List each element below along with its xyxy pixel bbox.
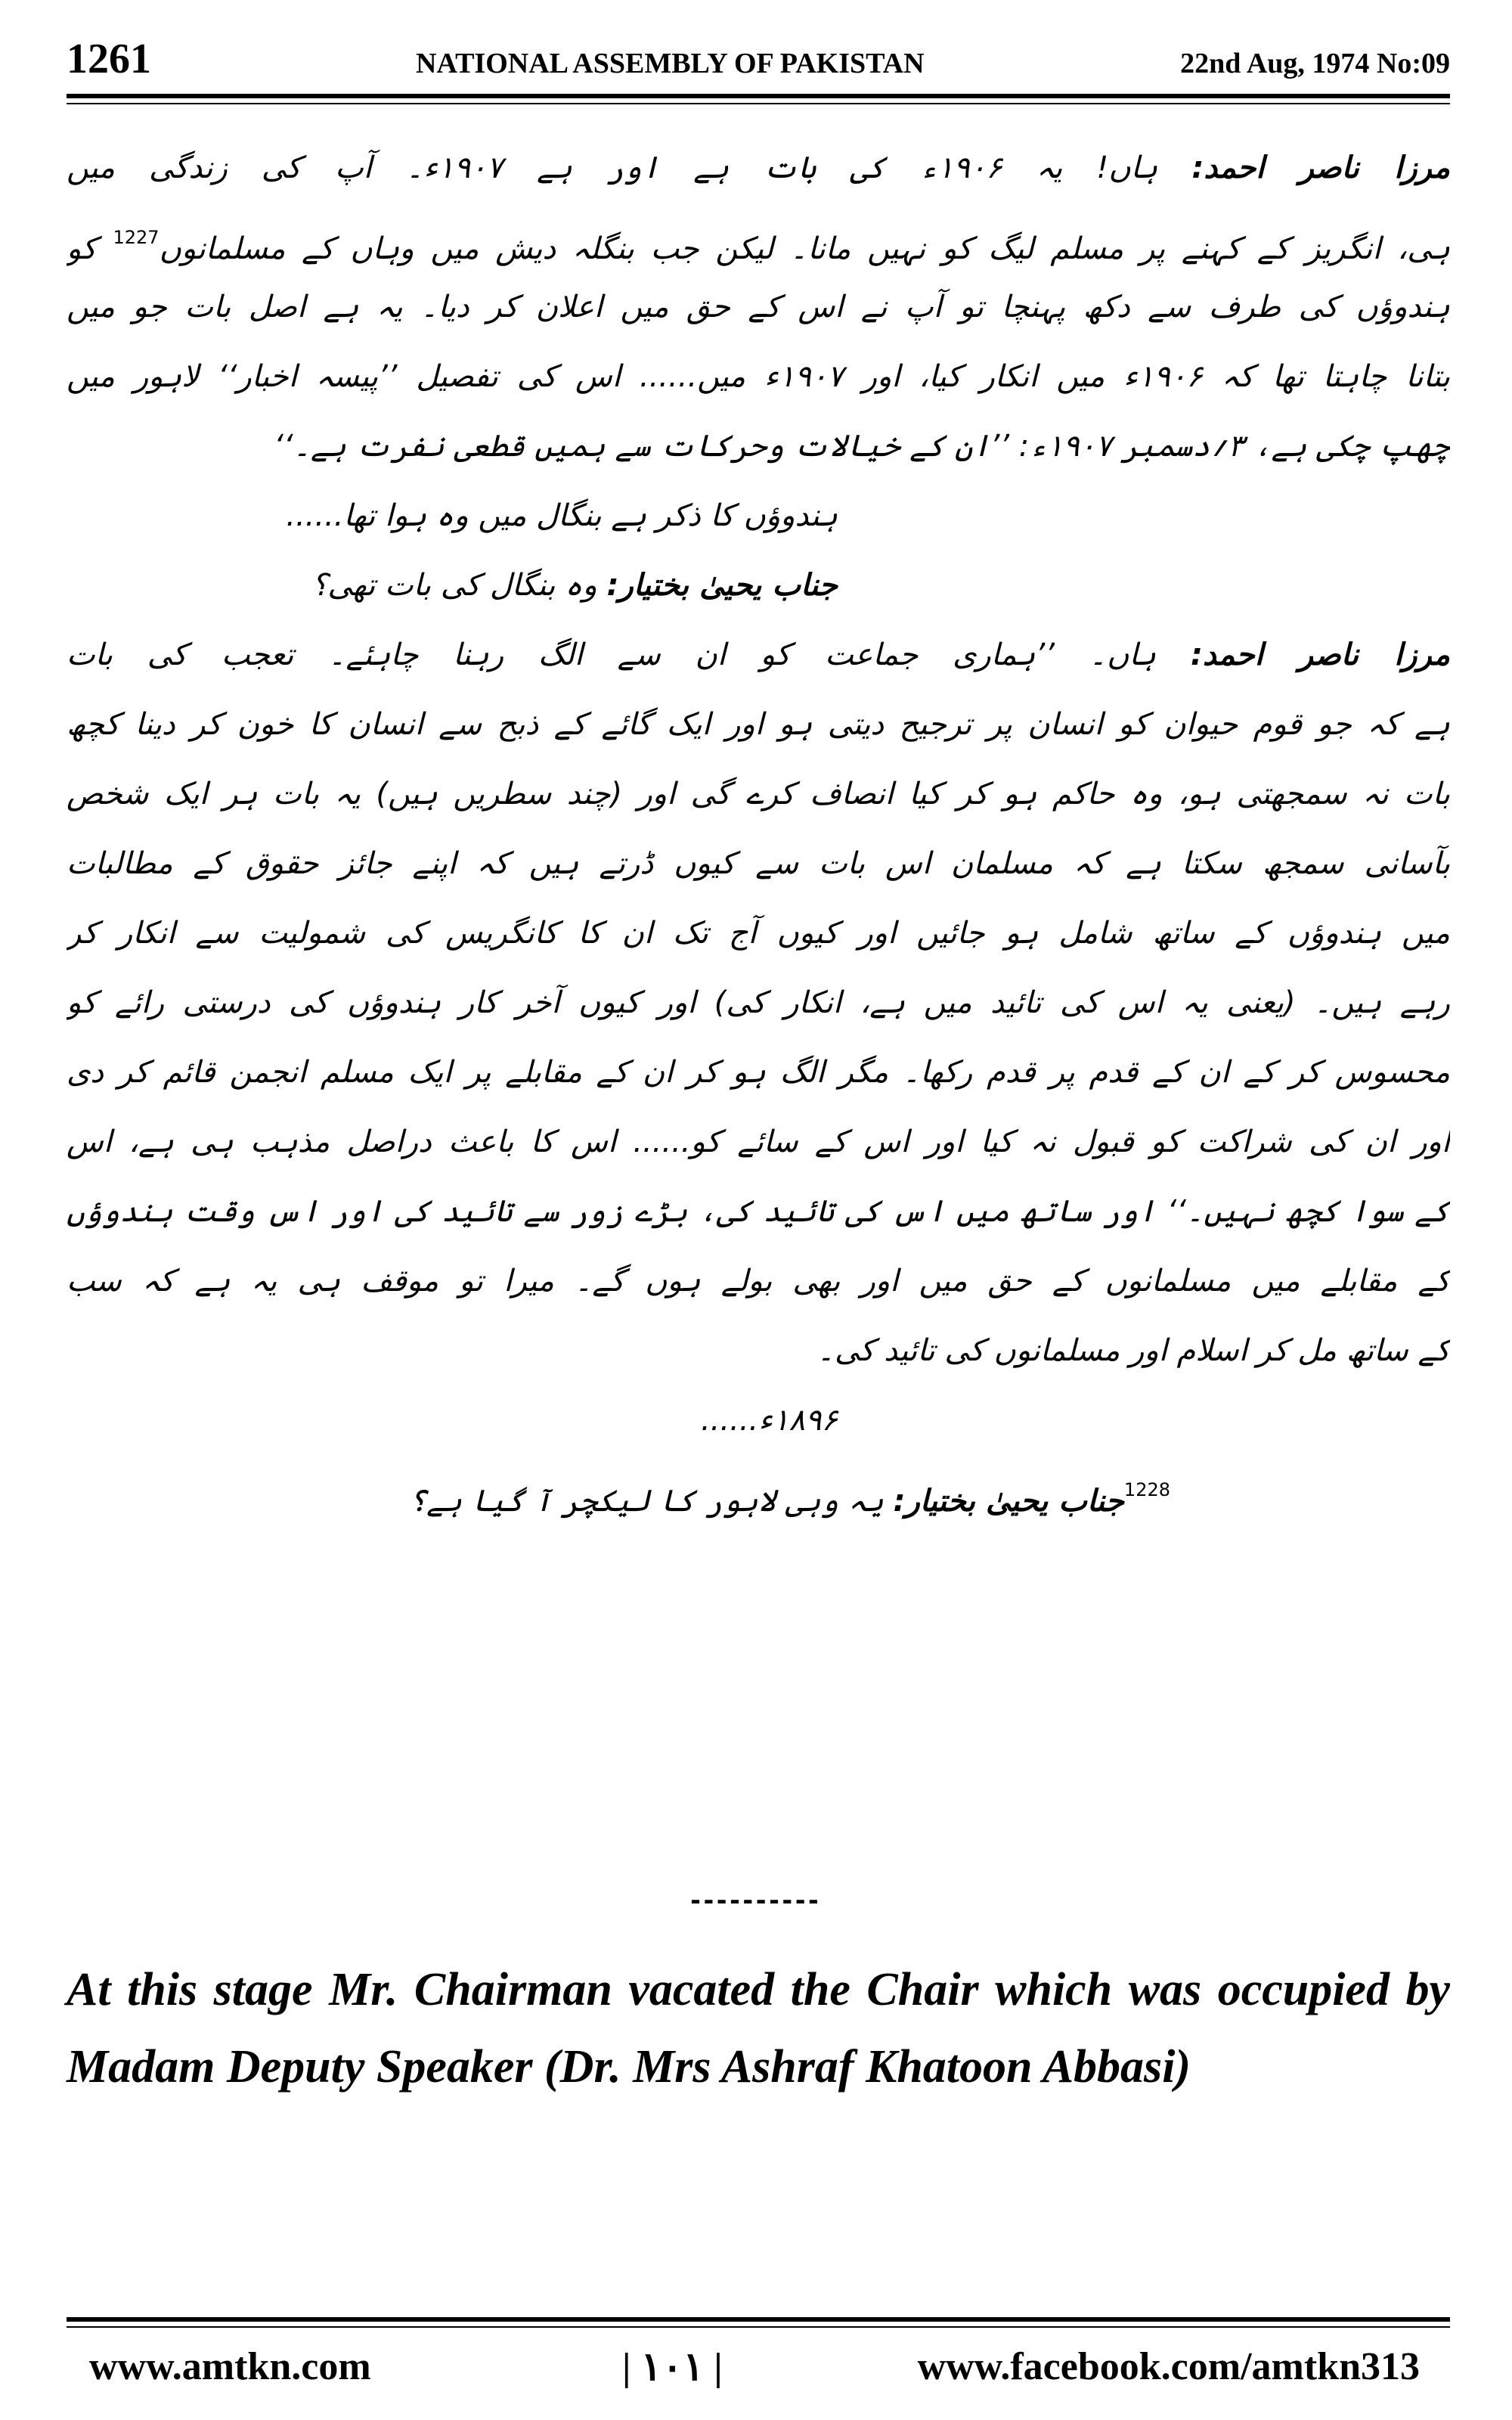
website-link[interactable]: www.amtkn.com	[89, 2345, 371, 2388]
urdu-transcript	[67, 133, 1450, 1525]
text-line: ہے کہ جو قوم حیوان کو انسان پر ترجیح دیتی ہو اور ایک گائے کے ذبح سے انسان کا خون کر دینا کچھ	[67, 707, 1450, 742]
header-rule-thick	[67, 94, 1450, 98]
text-line: ۱۸۹۶ء......	[700, 1403, 838, 1438]
text-line: اور ان کی شراکت کو قبول نہ کیا اور اس کے سائے کو...... اس کا باعث دراصل مذہب ہی ہے، اس	[67, 1125, 1450, 1159]
text-line: بات نہ سمجھتی ہو، وہ حاکم ہو کر کیا انصاف کرے گی اور (چند سطریں ہیں) یہ بات ہر ایک شخص	[67, 777, 1450, 811]
facebook-link[interactable]: www.facebook.com/amtkn313	[917, 2345, 1420, 2388]
speaker-name: جناب یحییٰ بختیار:	[893, 1484, 1124, 1519]
speaker-name: جناب یحییٰ بختیار:	[606, 568, 838, 603]
speaker-name: مرزا ناصر احمد:	[1191, 150, 1450, 185]
text-line: کے سوا کچھ نہیں۔‘‘ اور ساتھ میں اس کی تائید کی، بڑے زور سے تائید کی اور اس وقت ہندوؤں	[67, 1194, 1450, 1229]
text-line: کے ساتھ مل کر اسلام اور مسلمانوں کی تائید کی۔	[816, 1333, 1450, 1368]
text-line: ہندوؤں کا ذکر ہے بنگال میں وہ ہوا تھا......	[286, 498, 838, 533]
text-line: $^{1228}$جناب یحییٰ بختیار: یہ وہی لاہور کا لیکچر آ گیا ہے؟	[408, 1479, 1170, 1519]
page-header	[67, 30, 1450, 91]
text-line: ہندوؤں کی طرف سے دکھ پہنچا تو آپ نے اس کے حق میں اعلان کر دیا۔ یہ ہے اصل بات جو میں	[67, 290, 1450, 324]
text-line: بتانا چاہتا تھا کہ ۱۹۰۶ء میں انکار کیا، اور ۱۹۰۷ء میں...... اس کی تفصیل ’’پیسہ اخبار‘‘ لاہور میں	[67, 359, 1450, 394]
text-line: رہے ہیں۔ (یعنی یہ اس کی تائید میں ہے، انکار کی) اور کیوں آخر کار ہندوؤں کی درستی رائے کو	[67, 985, 1450, 1020]
footnote-ref: 1228	[1123, 1479, 1170, 1500]
text-line: جناب یحییٰ بختیار: وہ بنگال کی بات تھی؟	[311, 568, 838, 603]
chair-note: At this stage Mr. Chairman vacated the Chair which was occupied by Madam Deputy Speaker (Dr. Mrs Ashraf Khatoon Abbasi)	[67, 1964, 1450, 2093]
header-rule-thin	[67, 103, 1450, 104]
text-line: محسوس کر کے ان کے قدم پر قدم رکھا۔ مگر الگ ہو کر ان کے مقابلے پر ایک مسلم انجمن قائم کر دی	[67, 1055, 1450, 1090]
page-number: 1261	[67, 36, 151, 82]
assembly-title: NATIONAL ASSEMBLY OF PAKISTAN	[416, 48, 925, 79]
text-line: مرزا ناصر احمد: ہاں! یہ ۱۹۰۶ء کی بات ہے اور ہے ۱۹۰۷ء۔ آپ کی زندگی میں	[67, 150, 1450, 185]
section-separator: ----------	[690, 1883, 822, 1916]
text-line: کے مقابلے میں مسلمانوں کے حق میں اور بھی بولے ہوں گے۔ میرا تو موقف ہی یہ ہے کہ سب	[67, 1264, 1450, 1298]
text-line: ہی، انگریز کے کہنے پر مسلم لیگ کو نہیں مانا۔ لیکن جب بنگلہ دیش میں وہاں کے مسلمانوں$^{1227}$ کو	[67, 227, 1450, 266]
footnote-ref: 1227	[113, 227, 160, 248]
footer-page-number: | ۱۰۱ |	[622, 2346, 723, 2389]
text-line: بآسانی سمجھ سکتا ہے کہ مسلمان اس بات سے کیوں ڈرتے ہیں کہ اپنے جائز حقوق کے مطالبات	[67, 846, 1450, 881]
footer-rule-thin	[67, 2326, 1450, 2328]
text-line: چھپ چکی ہے، ۳؍دسمبر ۱۹۰۷ء: ’’ان کے خیالات وحرکات سے ہمیں قطعی نفرت ہے۔‘‘	[274, 429, 1450, 464]
footer-rule-thick	[67, 2317, 1450, 2322]
speaker-name: مرزا ناصر احمد:	[1190, 638, 1450, 672]
text-line: میں ہندوؤں کے ساتھ شامل ہو جائیں اور کیوں آج تک ان کا کانگریس کی شمولیت سے انکار کر	[67, 916, 1450, 951]
page-footer	[67, 2344, 1450, 2397]
text-line: مرزا ناصر احمد: ہاں۔ ’’ہماری جماعت کو ان سے الگ رہنا چاہئے۔ تعجب کی بات	[67, 638, 1450, 672]
session-date: 22nd Aug, 1974 No:09	[1180, 48, 1450, 79]
